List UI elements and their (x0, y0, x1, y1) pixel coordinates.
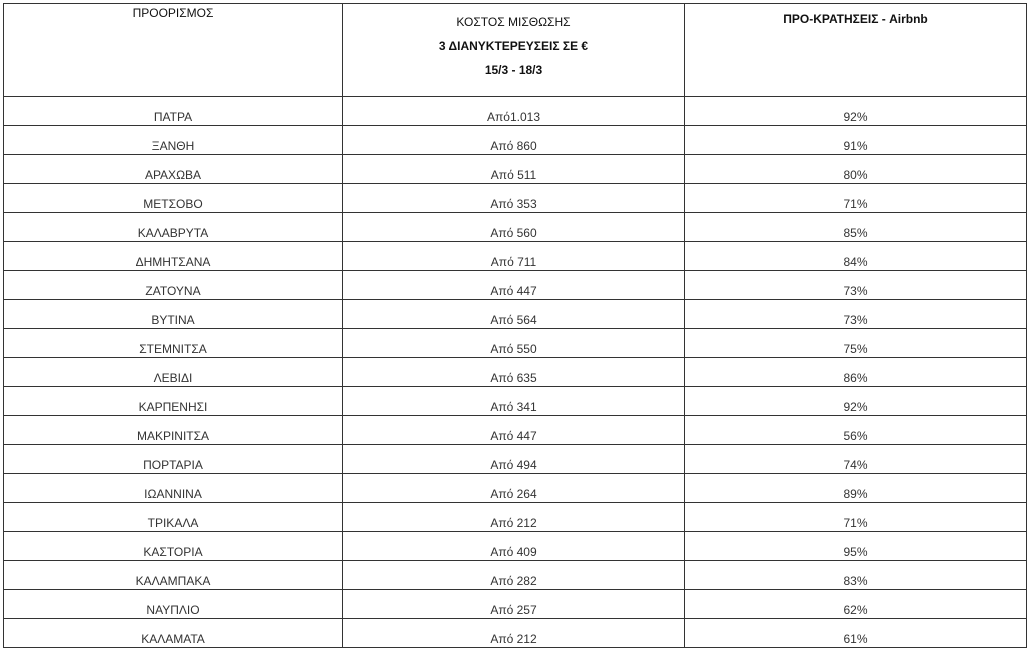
cell-cost: Από 635 (343, 358, 685, 387)
cell-prebook: 95% (685, 532, 1027, 561)
cell-destination: ΚΑΛΑΒΡΥΤΑ (4, 213, 343, 242)
cell-prebook: 89% (685, 474, 1027, 503)
cell-destination: ΠΟΡΤΑΡΙΑ (4, 445, 343, 474)
header-prebook-label: ΠΡΟ-ΚΡΑΤΗΣΕΙΣ - Airbnb (783, 12, 928, 26)
table-row (4, 387, 1027, 416)
cell-destination: ΖΑΤΟΥΝΑ (4, 271, 343, 300)
cell-destination: ΚΑΡΠΕΝΗΣΙ (4, 387, 343, 416)
cell-destination: ΙΩΑΝΝΙΝΑ (4, 474, 343, 503)
header-cost-line2: 3 ΔΙΑΝΥΚΤΕΡΕΥΣΕΙΣ ΣΕ € (438, 39, 589, 53)
table-row (4, 213, 1027, 242)
cell-prebook: 92% (685, 97, 1027, 126)
cell-destination: ΚΑΛΑΜΑΤΑ (4, 619, 343, 648)
cell-cost: Από 447 (343, 271, 685, 300)
cell-cost: Από 212 (343, 503, 685, 532)
header-destination-label: ΠΡΟΟΡΙΣΜΟΣ (132, 6, 214, 20)
header-cost-line1: ΚΟΣΤΟΣ ΜΙΣΘΩΣΗΣ (456, 15, 571, 29)
cell-destination: ΚΑΣΤΟΡΙΑ (4, 532, 343, 561)
table-row (4, 97, 1027, 126)
cell-prebook: 75% (685, 329, 1027, 358)
cell-cost: Από 212 (343, 619, 685, 648)
cell-destination: ΣΤΕΜΝΙΤΣΑ (4, 329, 343, 358)
table-row (4, 503, 1027, 532)
cell-cost: Από 494 (343, 445, 685, 474)
table-row (4, 445, 1027, 474)
table-row (4, 619, 1027, 648)
table-body (4, 97, 1027, 648)
table-row (4, 242, 1027, 271)
table-row (4, 300, 1027, 329)
cell-destination: ΜΑΚΡΙΝΙΤΣΑ (4, 416, 343, 445)
cell-cost: Από 564 (343, 300, 685, 329)
cell-cost: Από 264 (343, 474, 685, 503)
cell-destination: ΔΗΜΗΤΣΑΝΑ (4, 242, 343, 271)
cell-destination: ΞΑΝΘΗ (4, 126, 343, 155)
cell-cost: Από1.013 (343, 97, 685, 126)
table-row (4, 474, 1027, 503)
table-row (4, 329, 1027, 358)
cell-destination: ΠΑΤΡΑ (4, 97, 343, 126)
cell-destination: ΝΑΥΠΛΙΟ (4, 590, 343, 619)
cell-prebook: 85% (685, 213, 1027, 242)
cell-prebook: 92% (685, 387, 1027, 416)
cell-destination: ΒΥΤΙΝΑ (4, 300, 343, 329)
cell-cost: Από 282 (343, 561, 685, 590)
header-prebook (685, 4, 1027, 97)
cell-prebook: 84% (685, 242, 1027, 271)
table-row (4, 155, 1027, 184)
cell-prebook: 73% (685, 271, 1027, 300)
cell-cost: Από 257 (343, 590, 685, 619)
table-header (4, 4, 1027, 97)
table-row (4, 416, 1027, 445)
cell-prebook: 86% (685, 358, 1027, 387)
table-row (4, 532, 1027, 561)
cell-destination: ΤΡΙΚΑΛΑ (4, 503, 343, 532)
table-row (4, 358, 1027, 387)
cell-prebook: 56% (685, 416, 1027, 445)
cell-cost: Από 711 (343, 242, 685, 271)
table-row (4, 126, 1027, 155)
cell-cost: Από 447 (343, 416, 685, 445)
cell-cost: Από 860 (343, 126, 685, 155)
cell-prebook: 62% (685, 590, 1027, 619)
cell-prebook: 80% (685, 155, 1027, 184)
header-destination (4, 4, 343, 97)
cell-prebook: 91% (685, 126, 1027, 155)
table-row (4, 271, 1027, 300)
cell-cost: Από 550 (343, 329, 685, 358)
cell-prebook: 73% (685, 300, 1027, 329)
table-row (4, 590, 1027, 619)
cell-prebook: 83% (685, 561, 1027, 590)
table-row (4, 561, 1027, 590)
cell-cost: Από 560 (343, 213, 685, 242)
cell-destination: ΚΑΛΑΜΠΑΚΑ (4, 561, 343, 590)
table-row (4, 184, 1027, 213)
rental-cost-table (3, 3, 1027, 648)
cell-cost: Από 409 (343, 532, 685, 561)
cell-prebook: 71% (685, 184, 1027, 213)
cell-prebook: 71% (685, 503, 1027, 532)
cell-destination: ΜΕΤΣΟΒΟ (4, 184, 343, 213)
header-row (4, 4, 1027, 97)
cell-cost: Από 511 (343, 155, 685, 184)
header-cost (343, 4, 685, 97)
cell-destination: ΛΕΒΙΔΙ (4, 358, 343, 387)
cell-cost: Από 341 (343, 387, 685, 416)
cell-destination: ΑΡΑΧΩΒΑ (4, 155, 343, 184)
cell-prebook: 74% (685, 445, 1027, 474)
cell-cost: Από 353 (343, 184, 685, 213)
header-cost-line3: 15/3 - 18/3 (484, 63, 543, 77)
cell-prebook: 61% (685, 619, 1027, 648)
